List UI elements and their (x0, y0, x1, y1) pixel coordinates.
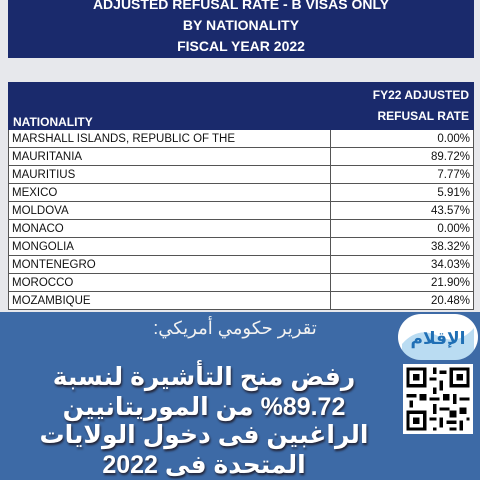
table-row (9, 292, 474, 310)
table-row (9, 220, 474, 238)
table-row (9, 130, 474, 148)
rate-cell: 21.90% (331, 274, 474, 292)
rate-cell: 43.57% (331, 202, 474, 220)
nationality-cell: MONGOLIA (9, 238, 331, 256)
qr-code-graphic (403, 364, 473, 434)
nationality-cell: MARSHALL ISLANDS, REPUBLIC OF THE (9, 130, 331, 148)
nationality-cell: MEXICO (9, 184, 331, 202)
header-rate-line1: FY22 ADJUSTED (372, 88, 469, 102)
rate-cell: 20.48% (331, 292, 474, 310)
table-row (9, 274, 474, 292)
logo-emblem-icon (398, 314, 478, 360)
report-title-line3: FISCAL YEAR 2022 (177, 38, 305, 54)
rate-cell: 34.03% (331, 256, 474, 274)
report-title-line2: BY NATIONALITY (182, 17, 300, 33)
rate-cell: 89.72% (331, 148, 474, 166)
nationality-cell: MAURITANIA (9, 148, 331, 166)
table-row (9, 256, 474, 274)
nationality-cell: MOZAMBIQUE (9, 292, 331, 310)
header-rate-line2: REFUSAL RATE (377, 109, 469, 123)
rate-cell: 7.77% (331, 166, 474, 184)
table-row (9, 238, 474, 256)
nationality-cell: MOLDOVA (9, 202, 331, 220)
nationality-cell: MAURITIUS (9, 166, 331, 184)
nationality-cell: MOROCCO (9, 274, 331, 292)
logo-emblem (398, 314, 478, 360)
headline-line2: الراغبين فى دخول الولايات المتحدة فى 2022 (39, 421, 369, 479)
headline-line1: رفض منح التأشيرة لنسبة 89.72% من الموريتانيين (52, 363, 356, 421)
logo-text: الإقلام (410, 329, 466, 349)
table-row (9, 166, 474, 184)
table-row (9, 148, 474, 166)
rate-cell: 5.91% (331, 184, 474, 202)
table-row (9, 202, 474, 220)
rate-cell: 0.00% (331, 130, 474, 148)
table-row (9, 184, 474, 202)
header-nationality: NATIONALITY (9, 83, 331, 130)
rate-cell: 0.00% (331, 220, 474, 238)
refusal-rate-table (8, 82, 474, 310)
nationality-cell: MONTENEGRO (9, 256, 331, 274)
qr-code-icon (403, 364, 473, 434)
header-refusal-rate (331, 83, 474, 130)
nationality-cell: MONACO (9, 220, 331, 238)
rate-cell: 38.32% (331, 238, 474, 256)
table-header-row (9, 83, 474, 130)
report-title-box (8, 0, 474, 58)
banner-subtitle: تقرير حكومي أمريكي: (153, 318, 317, 338)
report-title-line1: ADJUSTED REFUSAL RATE - B VISAS ONLY (92, 0, 390, 12)
